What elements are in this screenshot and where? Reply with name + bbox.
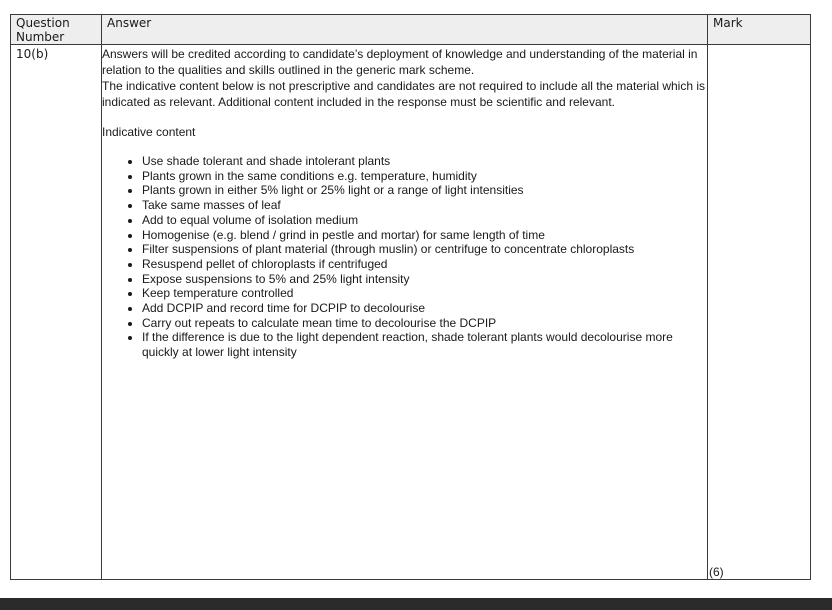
question-number-cell [11, 45, 102, 580]
list-item: • Filter suspensions of plant material (through muslin) or centrifuge to concentrate chloroplasts [142, 242, 707, 257]
mark-scheme-table [10, 14, 811, 580]
list-item: • Resuspend pellet of chloroplasts if centrifuged [142, 257, 707, 272]
bottom-bar [0, 598, 832, 610]
list-item: • Keep temperature controlled [142, 286, 707, 301]
question-number: 10(b) [16, 47, 49, 61]
list-item: • Add to equal volume of isolation medium [142, 213, 707, 228]
list-item: • Carry out repeats to calculate mean time to decolourise the DCPIP [142, 316, 707, 331]
list-item: • If the difference is due to the light dependent reaction, shade tolerant plants would decolourise more quickly at lower light intensity [142, 330, 707, 359]
intro-paragraph-2: The indicative content below is not prescriptive and candidates are not required to include all the material which is indicated as relevant. Additional content included in the response must be scientific and relevant. [102, 79, 705, 109]
table-header-row [11, 15, 811, 45]
answer-cell [102, 45, 708, 580]
list-item: • Expose suspensions to 5% and 25% light intensity [142, 272, 707, 287]
list-item: • Homogenise (e.g. blend / grind in pestle and mortar) for same length of time [142, 228, 707, 243]
list-item: • Plants grown in either 5% light or 25% light or a range of light intensities [142, 183, 707, 198]
list-item: • Use shade tolerant and shade intolerant plants [142, 154, 707, 169]
indicative-content-list [102, 154, 707, 360]
header-mark: Mark [708, 15, 811, 45]
intro-paragraph-1: Answers will be credited according to candidate’s deployment of knowledge and understanding of the material in relation to the qualities and skills outlined in the generic mark scheme. [102, 47, 698, 77]
list-item: • Add DCPIP and record time for DCPIP to decolourise [142, 301, 707, 316]
header-answer: Answer [102, 15, 708, 45]
indicative-heading: Indicative content [102, 125, 196, 139]
mark-value: (6) [709, 565, 724, 579]
table-row [11, 45, 811, 580]
header-question-number: Question Number [11, 15, 102, 45]
list-item: • Take same masses of leaf [142, 198, 707, 213]
mark-cell [708, 45, 811, 580]
list-item: • Plants grown in the same conditions e.g. temperature, humidity [142, 169, 707, 184]
